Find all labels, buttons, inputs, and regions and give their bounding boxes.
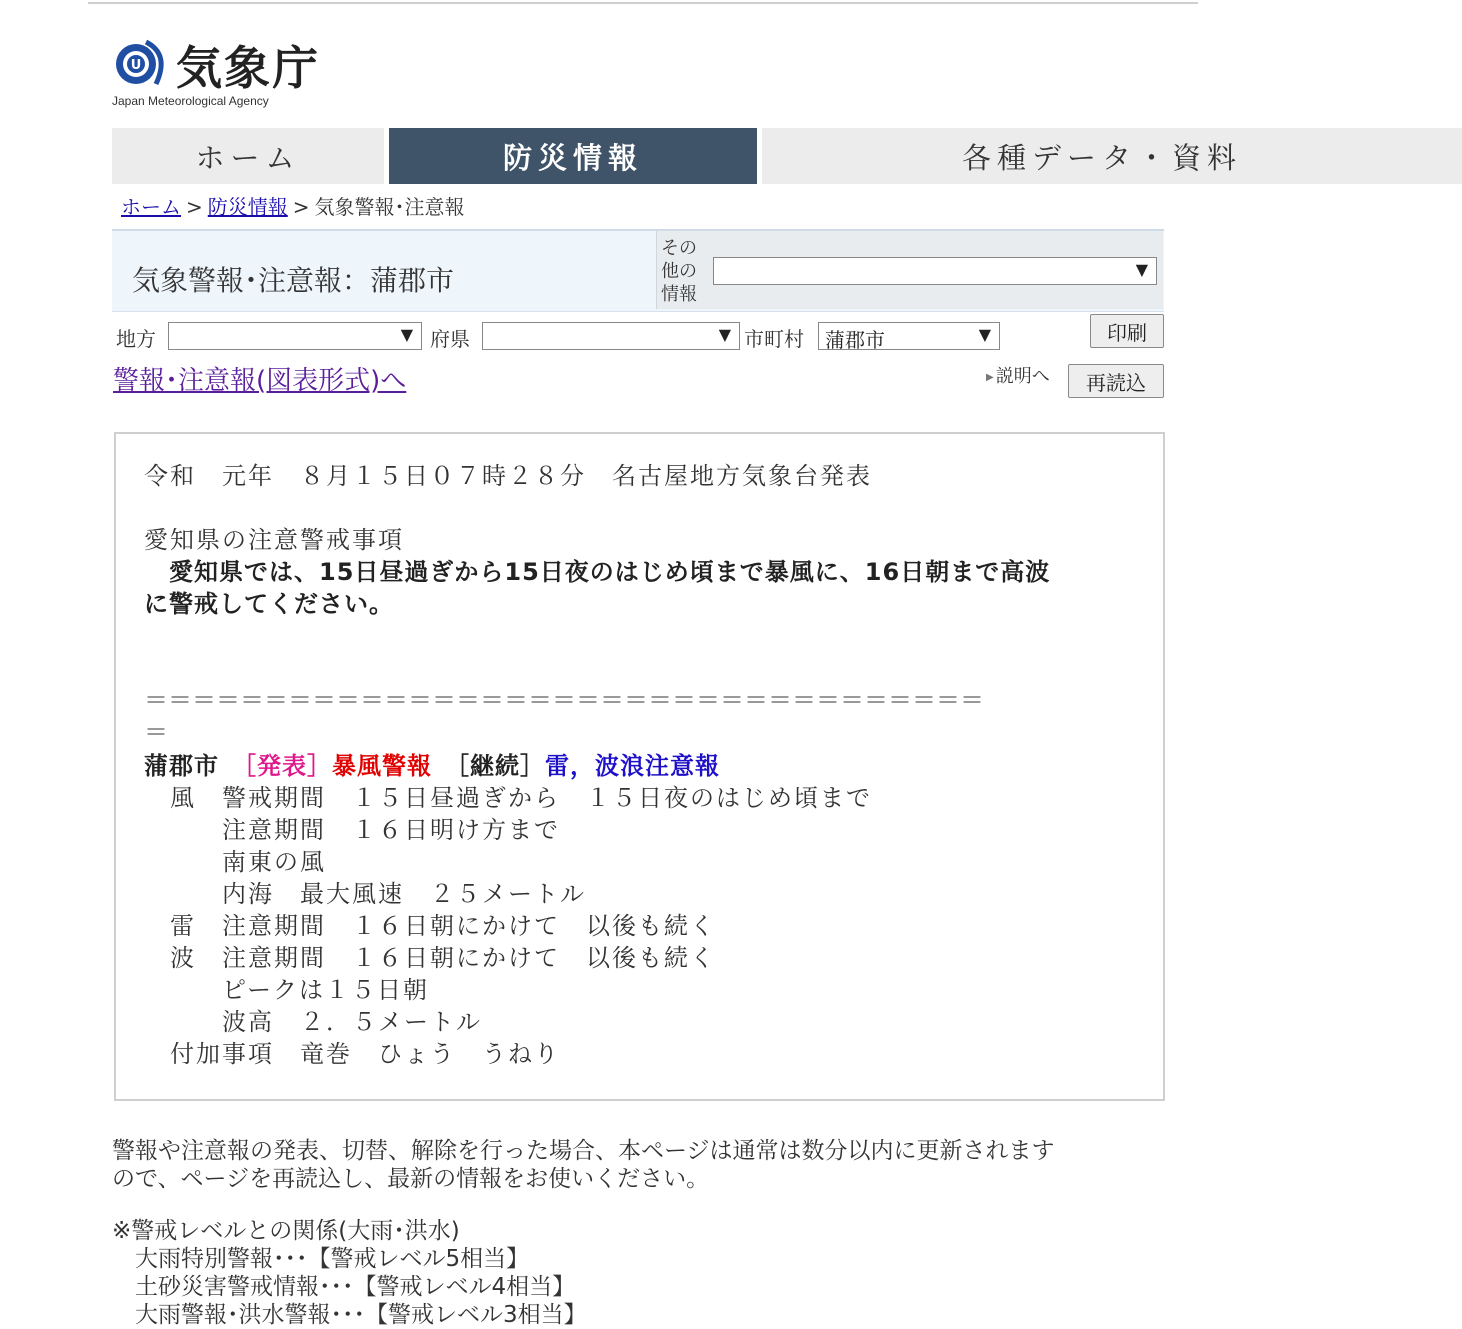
triangle-right-icon: ▶ xyxy=(986,371,994,383)
logo-subtitle: Japan Meteorological Agency xyxy=(112,94,269,108)
city-label: 市町村 xyxy=(744,327,804,351)
breadcrumb-separator: > xyxy=(292,195,310,219)
table-format-link[interactable]: 警報･注意報(図表形式)へ xyxy=(113,366,407,396)
city-select[interactable] xyxy=(818,322,1000,350)
level-heading: ※警戒レベルとの関係(大雨･洪水) xyxy=(112,1218,460,1244)
other-info-label: その他の情報 xyxy=(661,238,697,305)
chevron-down-icon: ▼ xyxy=(1135,260,1148,279)
print-button[interactable]: 印刷 xyxy=(1090,314,1164,348)
region-select[interactable] xyxy=(168,322,422,350)
global-nav xyxy=(112,128,1243,184)
detail-line: 風 警戒期間 １５日昼過ぎから １５日夜のはじめ頃まで xyxy=(144,784,872,812)
prefecture-select[interactable] xyxy=(482,322,740,350)
jma-emblem-icon xyxy=(112,34,172,94)
detail-line: 付加事項 竜巻 ひょう うねり xyxy=(144,1040,560,1068)
breadcrumb-separator: > xyxy=(186,195,203,219)
storm-warning: 暴風警報 xyxy=(332,752,432,780)
level-line: 大雨警報･洪水警報･･･【警戒レベル3相当】 xyxy=(112,1302,587,1328)
breadcrumb-disaster-link[interactable]: 防災情報 xyxy=(207,195,288,219)
issued-line: 令和 元年 ８月１５日０７時２８分 名古屋地方気象台発表 xyxy=(144,462,872,490)
continue-tag: ［継続］ xyxy=(457,752,545,780)
explanation-link[interactable] xyxy=(986,362,1050,388)
jma-logo[interactable] xyxy=(112,30,372,114)
city-value: 蒲郡市 xyxy=(825,328,885,352)
bulletin-heading: 愛知県の注意警戒事項 xyxy=(144,526,404,554)
page-title: 気象警報･注意報：蒲郡市 xyxy=(132,264,455,297)
separator-rule-end: ＝ xyxy=(144,718,170,746)
bulletin-summary-line2: に警戒してください。 xyxy=(144,590,394,618)
chevron-down-icon: ▼ xyxy=(718,325,731,344)
logo-name: 気象庁 xyxy=(176,41,320,95)
breadcrumb xyxy=(121,191,465,220)
reload-button[interactable]: 再読込 xyxy=(1068,364,1164,398)
other-info-select[interactable] xyxy=(713,257,1157,285)
update-note-line1: 警報や注意報の発表、切替、解除を行った場合、本ページは通常は数分以内に更新されます xyxy=(112,1138,1055,1164)
detail-line: 波高 ２．５メートル xyxy=(144,1008,482,1036)
update-note-line2: ので、ページを再読込し、最新の情報をお使いください。 xyxy=(112,1166,710,1192)
detail-line: 南東の風 xyxy=(144,848,326,876)
city-name: 蒲郡市 xyxy=(144,752,219,780)
chevron-down-icon: ▼ xyxy=(978,325,991,344)
level-line: 大雨特別警報･･･【警戒レベル5相当】 xyxy=(112,1246,530,1272)
region-label: 地方 xyxy=(116,327,156,351)
bulletin-summary-line1: 愛知県では、15日昼過ぎから15日夜のはじめ頃まで暴風に、16日朝まで高波 xyxy=(144,558,1051,586)
continued-advisories: 雷，波浪注意報 xyxy=(545,752,720,780)
detail-line: 注意期間 １６日明け方まで xyxy=(144,816,560,844)
warning-bulletin xyxy=(114,432,1165,1101)
top-divider xyxy=(88,2,1198,4)
issue-tag: ［発表］ xyxy=(244,752,332,780)
detail-line: ピークは１５日朝 xyxy=(144,976,430,1004)
detail-line: 波 注意期間 １６日朝にかけて 以後も続く xyxy=(144,944,716,972)
area-filters xyxy=(112,318,1012,352)
detail-line: 内海 最大風速 ２５メートル xyxy=(144,880,586,908)
nav-tab-data[interactable]: 各種データ・資料 xyxy=(762,128,1462,184)
separator-rule: ＝＝＝＝＝＝＝＝＝＝＝＝＝＝＝＝＝＝＝＝＝＝＝＝＝＝＝＝＝＝＝＝＝＝＝ xyxy=(144,686,984,714)
explanation-label: 説明へ xyxy=(995,366,1050,387)
breadcrumb-current: 気象警報･注意報 xyxy=(314,195,465,219)
detail-line: 雷 注意期間 １６日朝にかけて 以後も続く xyxy=(144,912,716,940)
chevron-down-icon: ▼ xyxy=(400,325,413,344)
nav-tab-disaster-info[interactable]: 防災情報 xyxy=(389,128,757,184)
other-info-box xyxy=(656,231,1163,309)
title-panel xyxy=(112,229,1164,312)
level-line: 土砂災害警戒情報･･･【警戒レベル4相当】 xyxy=(112,1274,576,1300)
city-warning-line xyxy=(144,750,720,782)
nav-tab-home[interactable]: ホーム xyxy=(112,128,384,184)
prefecture-label: 府県 xyxy=(430,327,470,351)
breadcrumb-home-link[interactable]: ホーム xyxy=(121,195,181,219)
svg-text:U: U xyxy=(130,58,142,73)
